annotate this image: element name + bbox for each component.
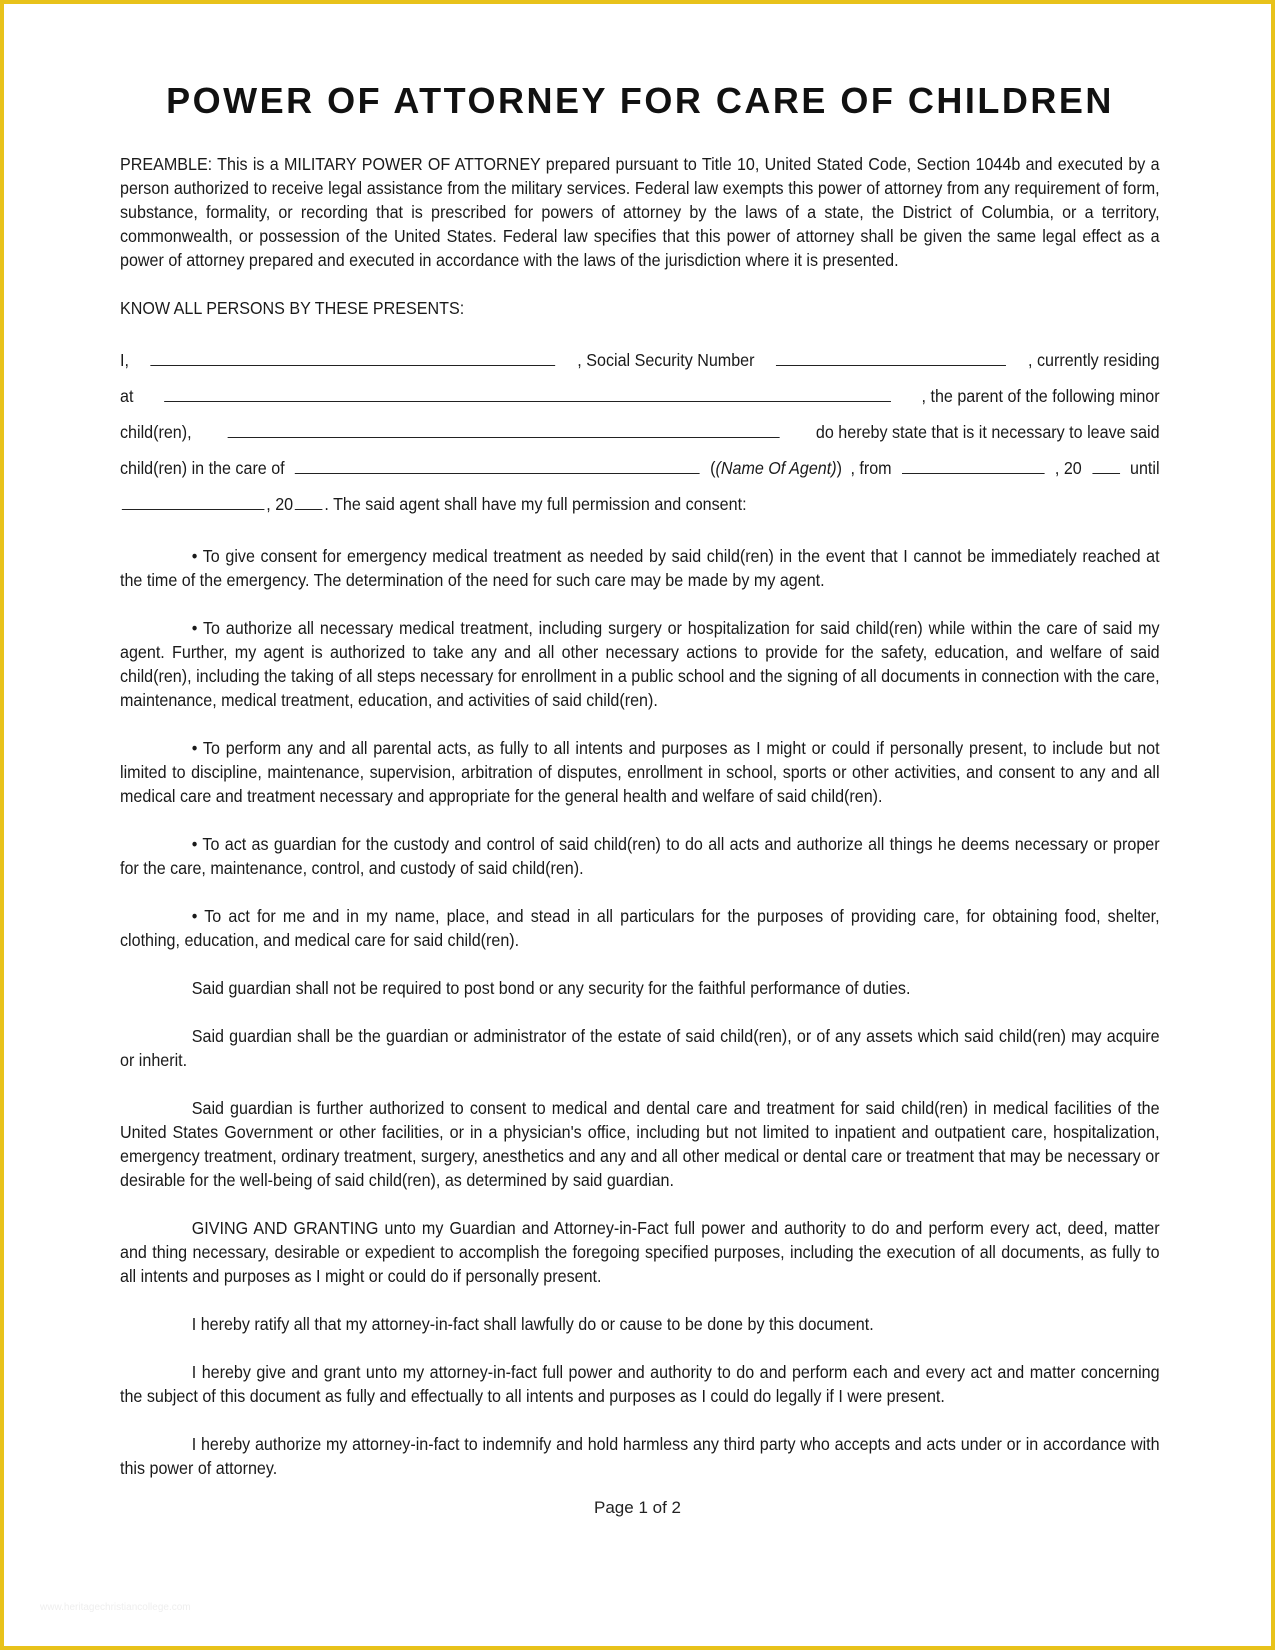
body-paragraph: Said guardian shall not be required to post bond or any security for the faithful performance of duties.	[191, 978, 911, 998]
fill-line-1	[120, 342, 1160, 378]
fill-text: , currently residing	[1028, 350, 1160, 370]
fill-text: I,	[120, 350, 129, 370]
bullet-item: • To give consent for emergency medical treatment as needed by said child(ren) in the event that I cannot be immediately reached at the time of the emergency. The determination of the need for such care may be made by my agent.	[120, 546, 1160, 590]
agent-name-blank[interactable]	[295, 455, 700, 474]
fill-line-5	[120, 486, 1160, 522]
children-names-blank[interactable]	[228, 419, 780, 438]
fill-text: , 20	[1054, 458, 1082, 478]
know-all-persons-heading: KNOW ALL PERSONS BY THESE PRESENTS:	[120, 298, 465, 318]
fill-text: , Social Security Number	[577, 350, 755, 370]
preamble-paragraph: PREAMBLE: This is a MILITARY POWER OF ATTORNEY prepared pursuant to Title 10, United Stated Code, Section 1044b and executed by a person authorized to receive legal assistance from the military services. Federal law exempts this power of attorney from any requirement of form, substance, formality, or recording that is prescribed for powers of attorney by the laws of a state, the District of Columbia, or a territory, commonwealth, or possession of the United States. Federal law specifies that this power of attorney shall be given the same legal effect as a power of attorney prepared and executed in accordance with the laws of the jurisdiction where it is presented.	[120, 154, 1160, 270]
name-of-agent-label: (Name Of Agent)	[715, 458, 837, 478]
body-paragraph: Said guardian shall be the guardian or administrator of the estate of said child(ren), or of any assets which said child(ren) may acquire or inherit.	[120, 1026, 1160, 1070]
body-paragraph: GIVING AND GRANTING unto my Guardian and Attorney-in-Fact full power and authority to do and perform every act, deed, matter and thing necessary, desirable or expedient to accomplish the foregoing specified purposes, including the execution of all documents, as fully to all intents and purposes as I might or could do if personally present.	[120, 1218, 1160, 1286]
until-year-blank[interactable]	[295, 491, 323, 510]
parent-name-blank[interactable]	[151, 347, 556, 366]
body-paragraph: I hereby ratify all that my attorney-in-fact shall lawfully do or cause to be done by this document.	[191, 1314, 874, 1334]
document-title: POWER OF ATTORNEY FOR CARE OF CHILDREN	[166, 80, 1114, 121]
fill-text: until	[1130, 458, 1160, 478]
fill-text: ((Name Of Agent))	[710, 458, 842, 478]
fill-text: child(ren) in the care of	[120, 458, 285, 478]
bullet-item: • To act for me and in my name, place, and stead in all particulars for the purposes of providing care, for obtaining food, shelter, clothing, education, and medical care for said child(ren).	[120, 906, 1160, 950]
fill-text: . The said agent shall have my full permission and consent:	[324, 494, 747, 514]
address-blank[interactable]	[164, 383, 891, 402]
bullet-item: • To act as guardian for the custody and control of said child(ren) to do all acts and authorize all things he deems necessary or proper for the care, maintenance, control, and custody of said child(ren).	[120, 834, 1160, 878]
body-paragraph: I hereby authorize my attorney-in-fact to indemnify and hold harmless any third party who accepts and acts under or in accordance with this power of attorney.	[120, 1434, 1160, 1478]
fill-text: child(ren),	[120, 422, 192, 442]
fill-text: , the parent of the following minor	[921, 386, 1160, 406]
fill-text: , 20	[266, 494, 294, 514]
page-number: Page 1 of 2	[594, 1498, 681, 1517]
fill-text: do hereby state that is it necessary to leave said	[815, 422, 1160, 442]
from-date-blank[interactable]	[902, 455, 1045, 474]
from-year-blank[interactable]	[1092, 455, 1120, 474]
fill-line-4	[120, 450, 1160, 486]
body-paragraph: I hereby give and grant unto my attorney-in-fact full power and authority to do and perform each and every act and matter concerning the subject of this document as fully and effectually to all intents and purposes as I could do legally if I were present.	[120, 1362, 1160, 1406]
document-body	[120, 80, 1160, 1480]
ssn-blank[interactable]	[776, 347, 1006, 366]
until-date-blank[interactable]	[122, 491, 265, 510]
fill-line-3	[120, 414, 1160, 450]
fill-text: , from	[850, 458, 892, 478]
bullet-item: • To perform any and all parental acts, as fully to all intents and purposes as I might or could if personally present, to include but not limited to discipline, maintenance, supervision, arbitration of disputes, enrollment in school, sports or other activities, and consent to any and all medical care and treatment necessary and appropriate for the general health and welfare of said child(ren).	[120, 738, 1160, 806]
watermark: www.heritagechristiancollege.com	[40, 1602, 191, 1613]
fill-text: at	[120, 386, 134, 406]
body-paragraph: Said guardian is further authorized to consent to medical and dental care and treatment for said child(ren) in medical facilities of the United States Government or other facilities, or in a physician's office, including but not limited to inpatient and outpatient care, hospitalization, emergency treatment, ordinary treatment, surgery, anesthetics and any and all other medical or dental care or treatment that may be necessary or desirable for the well-being of said child(ren), as determined by said guardian.	[120, 1098, 1160, 1190]
bullet-item: • To authorize all necessary medical treatment, including surgery or hospitalization for said child(ren) while within the care of said my agent. Further, my agent is authorized to take any and all other necessary actions to provide for the safety, education, and welfare of said child(ren), including the taking of all steps necessary for enrollment in a public school and the signing of all documents in connection with the care, maintenance, medical treatment, education, and activities of said child(ren).	[120, 618, 1160, 710]
fill-line-2	[120, 378, 1160, 414]
